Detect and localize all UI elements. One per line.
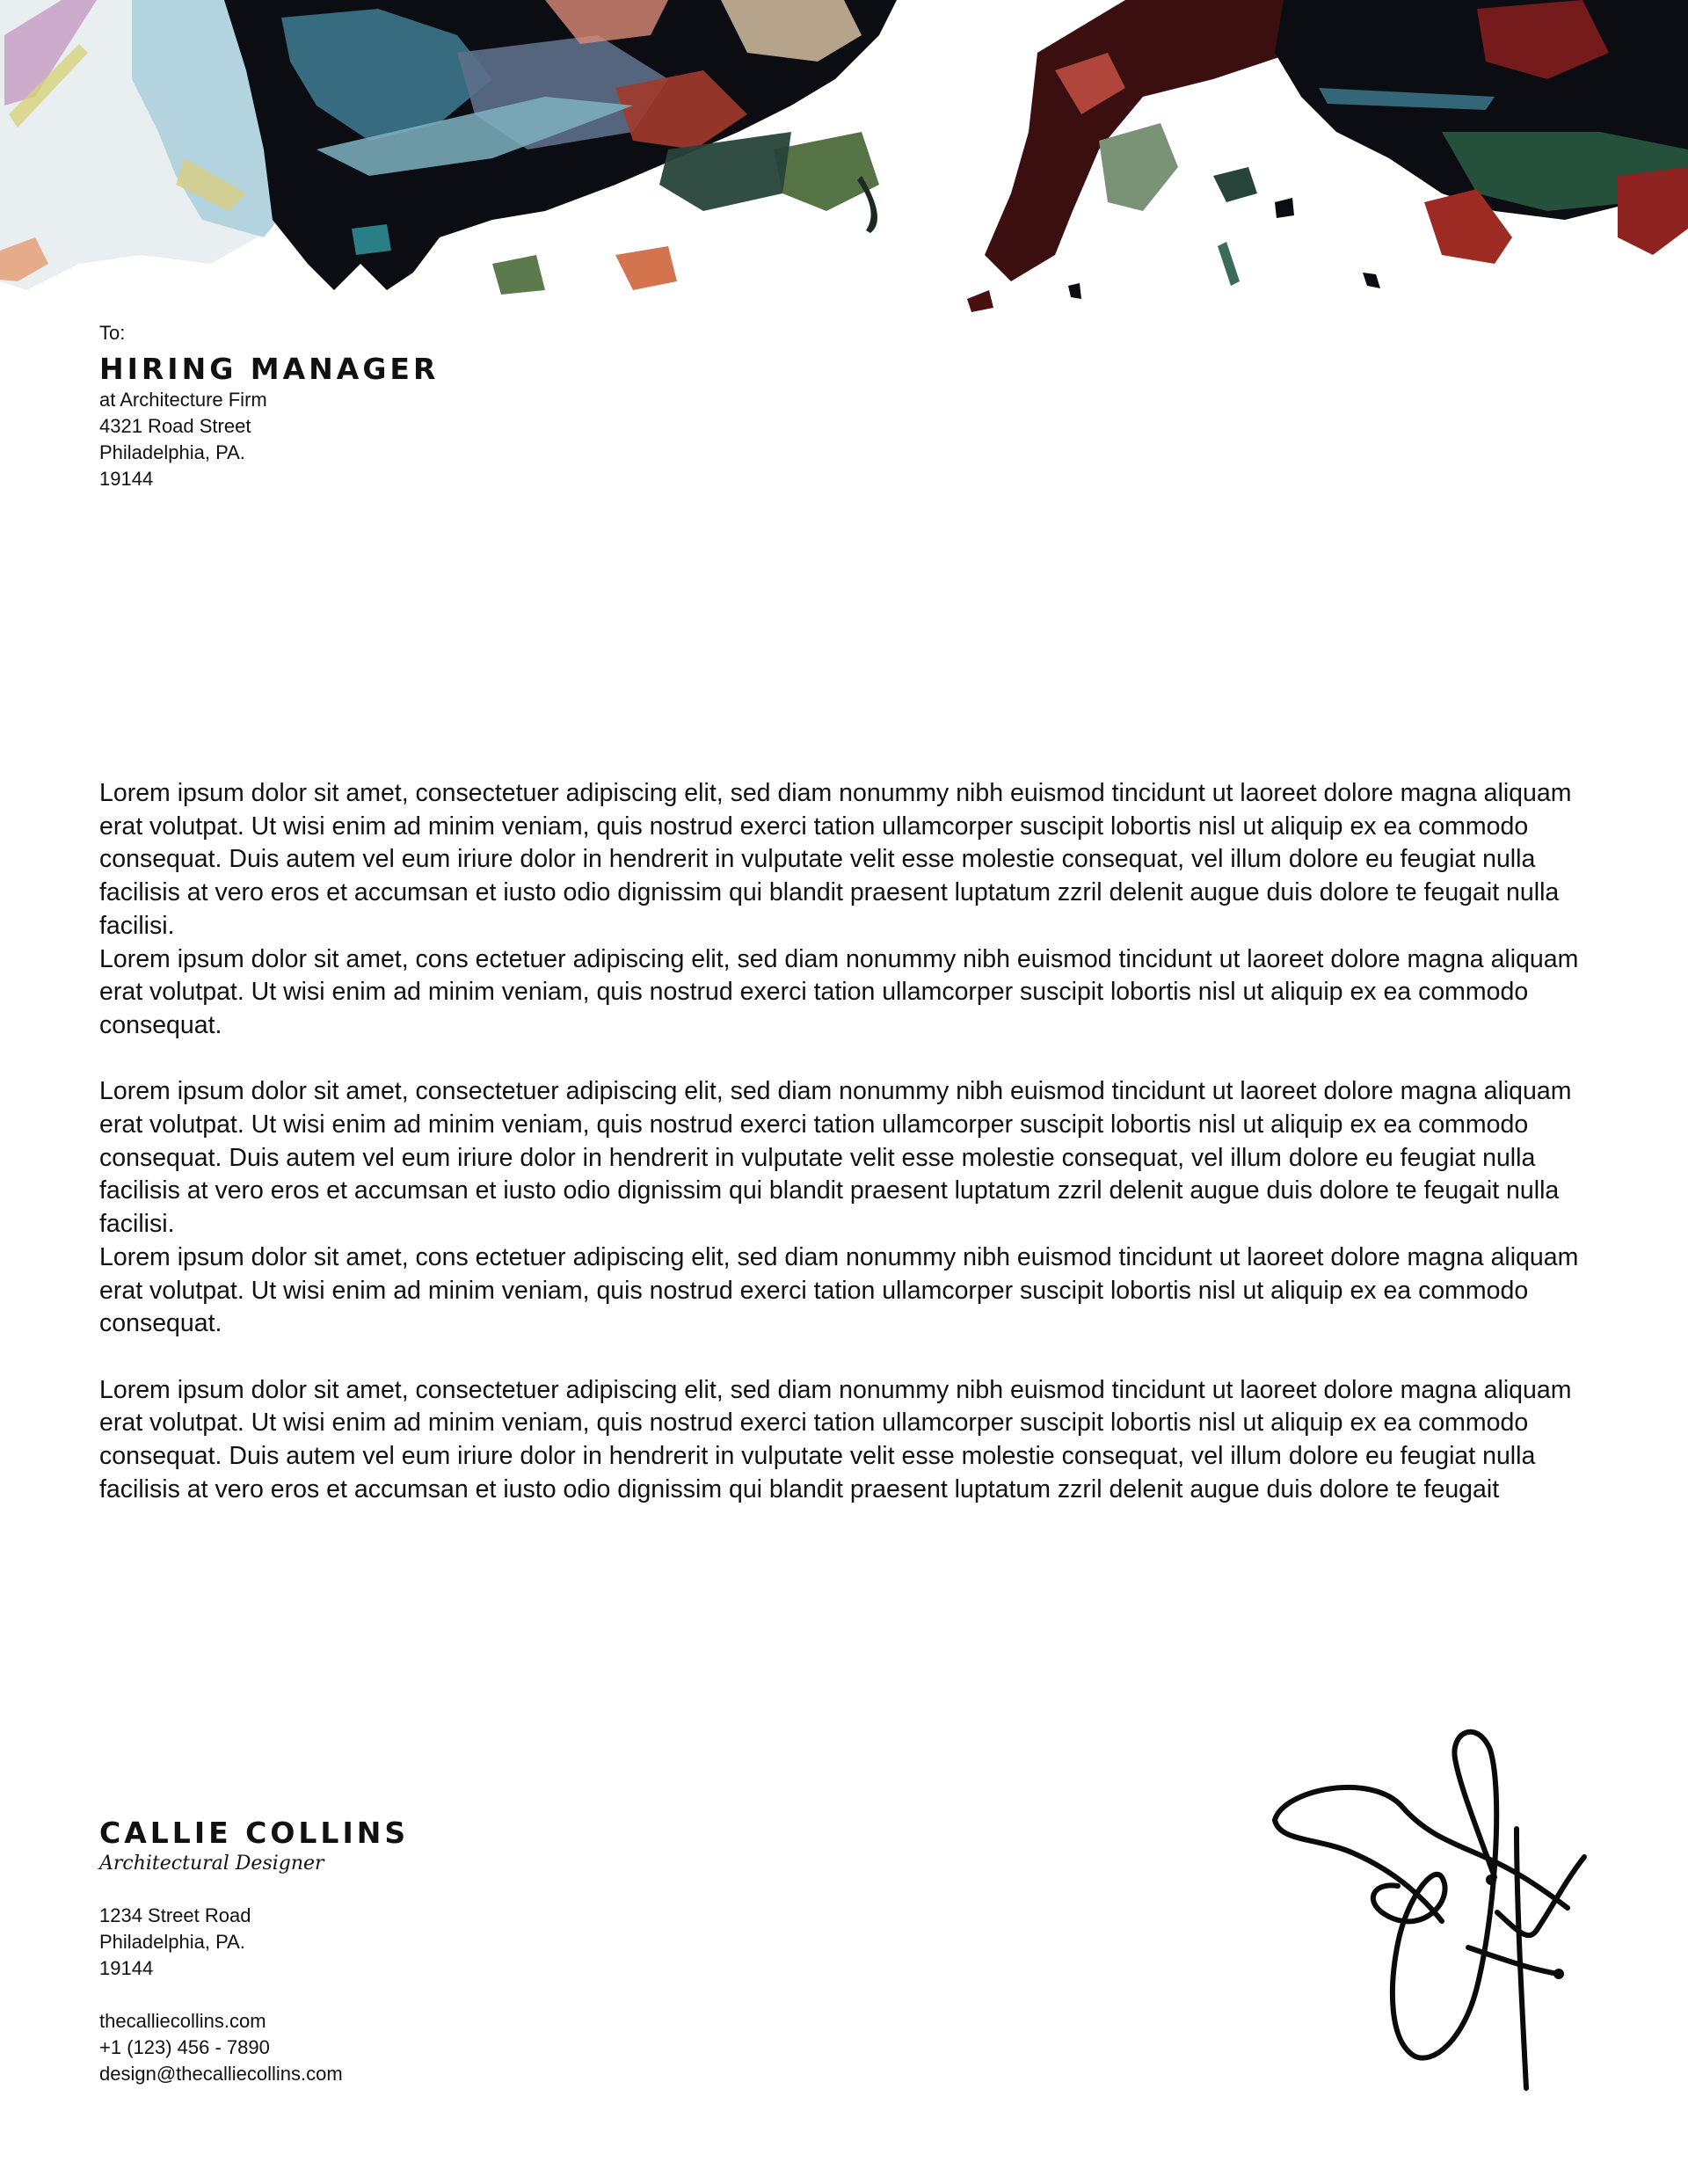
splash-sage-patch (1099, 123, 1178, 211)
sender-zip: 19144 (99, 1957, 154, 1979)
body-paragraph: Lorem ipsum dolor sit amet, consectetuer adipiscing elit, sed diam nonummy nibh euismod tincidunt ut laoreet dolore magna aliquam erat volutpat. Ut wisi enim ad minim veniam, quis nostrud exerci tation ullamcorper suscipit lobortis nisl ut aliquip ex ea commodo consequat. Duis autem vel eum iriure dolor in hendrerit in vulputate velit esse molestie consequat, vel illum dolore eu feugiat nulla facilisis at vero eros et accumsan et iusto odio dignissim qui blandit praesent luptatum zzril delenit augue duis dolore te feugait (99, 1375, 1572, 1503)
sender-title: Architectural Designer (99, 1853, 324, 1875)
splash-green-drop-2 (1218, 242, 1240, 286)
sender-website: thecalliecollins.com (99, 2010, 266, 2032)
sender-city: Philadelphia, PA. (99, 1931, 245, 1953)
splash-maroon-drop (967, 290, 993, 312)
splash-green-spot (492, 255, 545, 295)
recipient-block (99, 320, 715, 492)
sender-contact (99, 2008, 627, 2087)
sender-block (99, 1815, 627, 2087)
recipient-company: at Architecture Firm (99, 389, 267, 411)
letter-body (99, 777, 1594, 1506)
body-paragraph: Lorem ipsum dolor sit amet, cons ectetuer adipiscing elit, sed diam nonummy nibh euismod tincidunt ut laoreet dolore magna aliquam erat volutpat. Ut wisi enim ad minim veniam, quis nostrud exerci tation ullamcorper suscipit lobortis nisl ut aliquip ex ea commodo consequat. (99, 1242, 1579, 1338)
splash-black-drop-1 (1275, 198, 1294, 218)
splash-black-drop-3 (1068, 283, 1081, 299)
sender-name: CALLIE COLLINS (99, 1816, 410, 1850)
recipient-city: Philadelphia, PA. (99, 441, 245, 463)
recipient-name: HIRING MANAGER (99, 352, 440, 386)
handwritten-signature (1266, 1723, 1600, 2093)
sender-phone: +1 (123) 456 - 7890 (99, 2036, 270, 2058)
splash-black-drop-2 (1363, 273, 1380, 288)
body-paragraph: Lorem ipsum dolor sit amet, consectetuer adipiscing elit, sed diam nonummy nibh euismod tincidunt ut laoreet dolore magna aliquam erat volutpat. Ut wisi enim ad minim veniam, quis nostrud exerci tation ullamcorper suscipit lobortis nisl ut aliquip ex ea commodo consequat. Duis autem vel eum iriure dolor in hendrerit in vulputate velit esse molestie consequat, vel illum dolore eu feugiat nulla facilisis at vero eros et accumsan et iusto odio dignissim qui blandit praesent luptatum zzril delenit augue duis dolore te feugait nulla facilisi. (99, 1077, 1572, 1239)
splash-teal-spot (352, 224, 391, 255)
splash-red-right-3 (1618, 167, 1688, 255)
recipient-street: 4321 Road Street (99, 415, 251, 437)
sender-email: design@thecalliecollins.com (99, 2063, 343, 2085)
splash-green-drop-1 (1213, 167, 1257, 202)
body-paragraph: Lorem ipsum dolor sit amet, consectetuer adipiscing elit, sed diam nonummy nibh euismod tincidunt ut laoreet dolore magna aliquam erat volutpat. Ut wisi enim ad minim veniam, quis nostrud exerci tation ullamcorper suscipit lobortis nisl ut aliquip ex ea commodo consequat. Duis autem vel eum iriure dolor in hendrerit in vulputate velit esse molestie consequat, vel illum dolore eu feugiat nulla facilisis at vero eros et accumsan et iusto odio dignissim qui blandit praesent luptatum zzril delenit augue duis dolore te feugait nulla facilisi. (99, 779, 1572, 940)
sender-address (99, 1903, 627, 1982)
recipient-zip: 19144 (99, 468, 154, 490)
header-paint-splash (0, 0, 1688, 334)
sender-street: 1234 Street Road (99, 1904, 251, 1926)
body-paragraph: Lorem ipsum dolor sit amet, cons ectetuer adipiscing elit, sed diam nonummy nibh euismod tincidunt ut laoreet dolore magna aliquam erat volutpat. Ut wisi enim ad minim veniam, quis nostrud exerci tation ullamcorper suscipit lobortis nisl ut aliquip ex ea commodo consequat. (99, 944, 1579, 1039)
to-label: To: (99, 322, 126, 344)
splash-orange-spot (615, 246, 677, 290)
